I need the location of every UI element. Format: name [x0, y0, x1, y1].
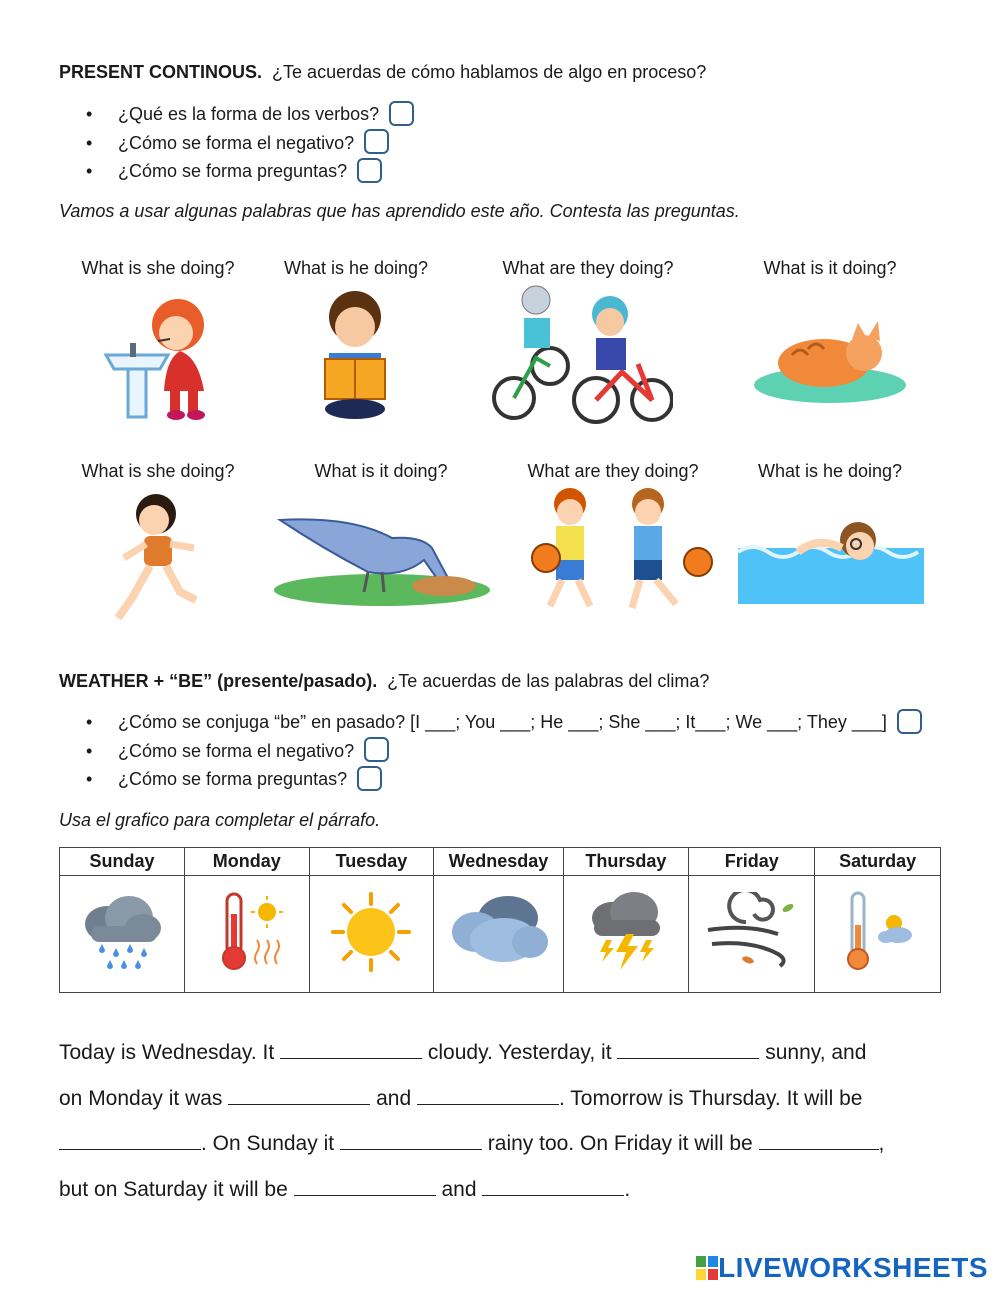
girl-brushing-teeth-icon — [100, 283, 230, 425]
caption: What are they doing? — [527, 461, 699, 481]
storm-cloud-icon — [586, 890, 666, 974]
sun-icon — [329, 890, 413, 974]
fill-blank[interactable] — [617, 1038, 759, 1059]
weather-cell — [689, 876, 815, 993]
day-header: Monday — [184, 848, 309, 876]
fill-blank[interactable] — [59, 1129, 201, 1150]
fill-blank[interactable] — [759, 1129, 879, 1150]
section-title-question: ¿Te acuerdas de cómo hablamos de algo en proceso? — [272, 62, 707, 82]
fill-blank[interactable] — [417, 1084, 559, 1105]
paragraph-line-2: on Monday it was and . Tomorrow is Thursday. It will be — [59, 1084, 862, 1111]
list-item: • ¿Qué es la forma de los verbos? — [88, 100, 414, 129]
weather-cell — [309, 876, 434, 993]
cat-sleeping-icon — [752, 315, 908, 405]
section-present-continuous-title — [59, 62, 706, 83]
checkbox[interactable] — [389, 101, 414, 126]
list-item: • ¿Cómo se conjuga “be” en pasado? [I ___; You ___; He ___; She ___; It___; We ___; They ___] — [88, 708, 922, 737]
day-header: Sunday — [60, 848, 185, 876]
rainy-cloud-icon — [77, 892, 167, 972]
checkbox[interactable] — [897, 709, 922, 734]
logo-blocks-icon — [696, 1256, 718, 1280]
caption: What is he doing? — [283, 258, 429, 278]
fill-blank[interactable] — [340, 1129, 482, 1150]
list-item: • ¿Cómo se forma el negativo? — [88, 129, 414, 158]
boy-swimming-icon — [738, 518, 924, 604]
weather-week-table — [59, 847, 941, 993]
list-item: • ¿Cómo se forma el negativo? — [88, 737, 922, 766]
checkbox[interactable] — [357, 158, 382, 183]
day-header: Saturday — [815, 848, 941, 876]
day-header: Friday — [689, 848, 815, 876]
weather-questions-list — [88, 708, 922, 794]
instruction-text: Usa el grafico para completar el párrafo. — [59, 810, 381, 830]
bird-eating-icon — [272, 508, 494, 608]
kids-cycling-icon — [488, 280, 673, 430]
instruction-text: Vamos a usar algunas palabras que has aprendido este año. Contesta las preguntas. — [59, 201, 740, 221]
day-header: Wednesday — [434, 848, 563, 876]
cloudy-icon — [446, 892, 550, 972]
weather-cell — [60, 876, 185, 993]
table-row — [60, 876, 941, 993]
hot-thermometer-icon — [207, 890, 287, 974]
caption: What is she doing? — [81, 461, 235, 481]
warm-thermometer-icon — [838, 889, 918, 975]
girl-running-icon — [110, 488, 210, 626]
fill-blank[interactable] — [482, 1175, 624, 1196]
section-weather-title — [59, 671, 709, 692]
day-header: Thursday — [563, 848, 689, 876]
checkbox[interactable] — [364, 737, 389, 762]
logo-text: LIVEWORKSHEETS — [718, 1252, 988, 1283]
section-title-question: ¿Te acuerdas de las palabras del clima? — [387, 671, 710, 691]
day-header: Tuesday — [309, 848, 434, 876]
weather-cell — [815, 876, 941, 993]
weather-cell — [184, 876, 309, 993]
fill-blank[interactable] — [294, 1175, 436, 1196]
checkbox[interactable] — [357, 766, 382, 791]
paragraph-line-3: . On Sunday it rainy too. On Friday it will be , — [59, 1129, 884, 1156]
weather-cell — [434, 876, 563, 993]
paragraph-line-1: Today is Wednesday. It cloudy. Yesterday, it sunny, and — [59, 1038, 866, 1065]
windy-icon — [702, 892, 802, 972]
caption: What is he doing? — [757, 461, 903, 481]
caption: What is it doing? — [314, 461, 448, 481]
table-header-row — [60, 848, 941, 876]
fill-blank[interactable] — [228, 1084, 370, 1105]
caption: What is she doing? — [81, 258, 235, 278]
section-title-bold: PRESENT CONTINOUS. — [59, 62, 263, 82]
caption: What is it doing? — [763, 258, 897, 278]
paragraph-line-4: but on Saturday it will be and . — [59, 1175, 630, 1202]
section-title-bold: WEATHER + “BE” (presente/pasado). — [59, 671, 378, 691]
liveworksheets-logo — [696, 1252, 988, 1284]
list-item: • ¿Cómo se forma preguntas? — [88, 765, 922, 794]
fill-blank[interactable] — [280, 1038, 422, 1059]
weather-cell — [563, 876, 689, 993]
checkbox[interactable] — [364, 129, 389, 154]
boy-reading-icon — [315, 283, 395, 425]
list-item: • ¿Cómo se forma preguntas? — [88, 157, 414, 186]
kids-basketball-icon — [520, 486, 715, 616]
caption: What are they doing? — [502, 258, 674, 278]
present-questions-list — [88, 100, 414, 186]
